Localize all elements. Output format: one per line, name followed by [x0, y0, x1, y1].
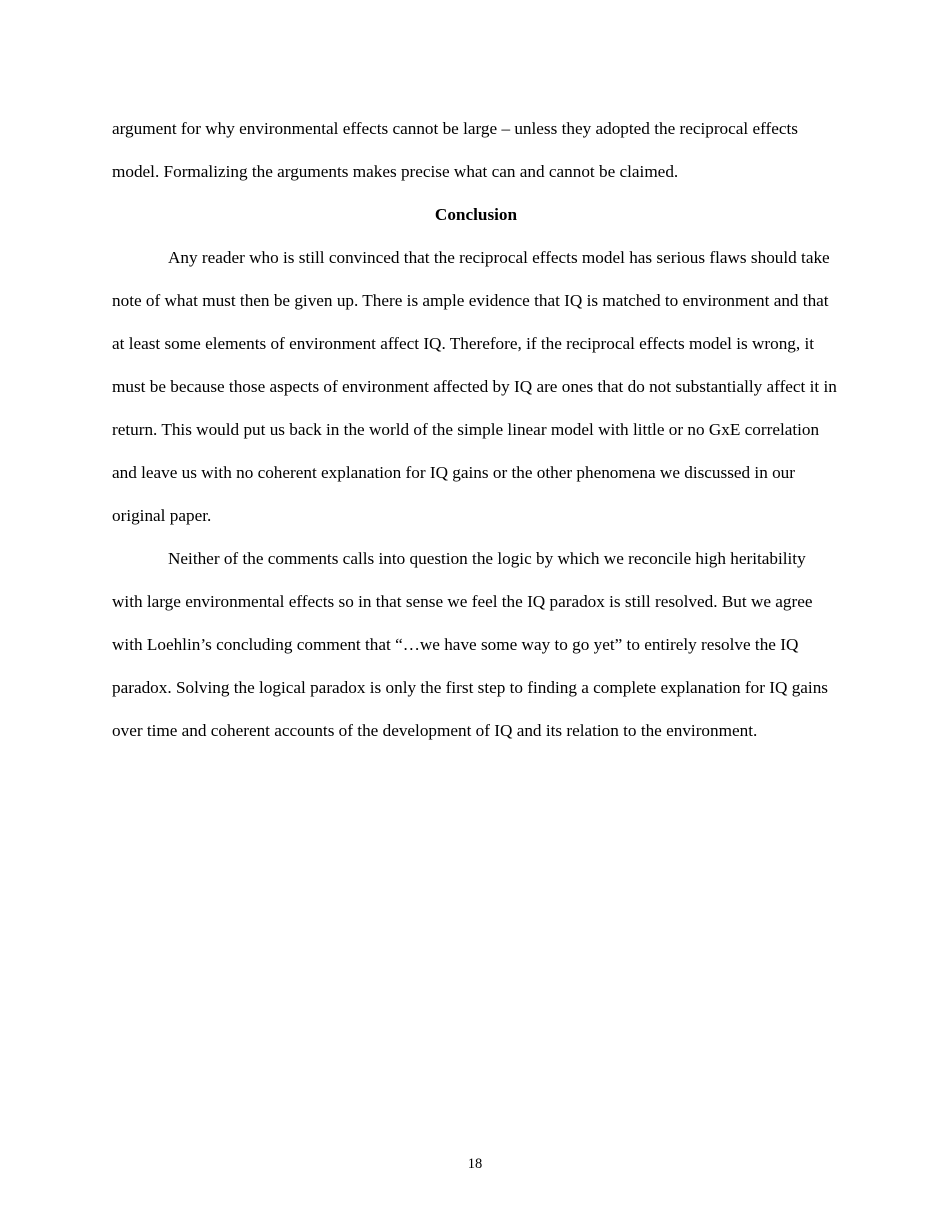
paragraph-2: Neither of the comments calls into question the logic by which we reconcile high heritability with large environmental effects so in that sense we feel the IQ paradox is still resolved. But we agree with Loehlin’s concluding comment that “…we have some way to go yet” to entirely resolve the IQ paradox. Solving the logical paradox is only the first step to finding a complete explanation for IQ gains over time and coherent accounts of the development of IQ and its relation to the environment. — [112, 549, 828, 740]
section-heading: Conclusion — [434, 205, 518, 224]
continued-paragraph: argument for why environmental effects cannot be large – unless they adopted the reciprocal effects model. Formalizing the arguments makes precise what can and cannot be claimed. — [112, 119, 798, 181]
body-text — [112, 107, 840, 752]
paragraph-1: Any reader who is still convinced that the reciprocal effects model has serious flaws should take note of what must then be given up. There is ample evidence that IQ is matched to environment and that at least some elements of environment affect IQ. Therefore, if the reciprocal effects model is wrong, it must be because those aspects of environment affected by IQ are ones that do not substantially affect it in return. This would put us back in the world of the simple linear model with little or no GxE correlation and leave us with no coherent explanation for IQ gains or the other phenomena we discussed in our original paper. — [112, 248, 837, 525]
page-number: 18 — [467, 1156, 483, 1172]
